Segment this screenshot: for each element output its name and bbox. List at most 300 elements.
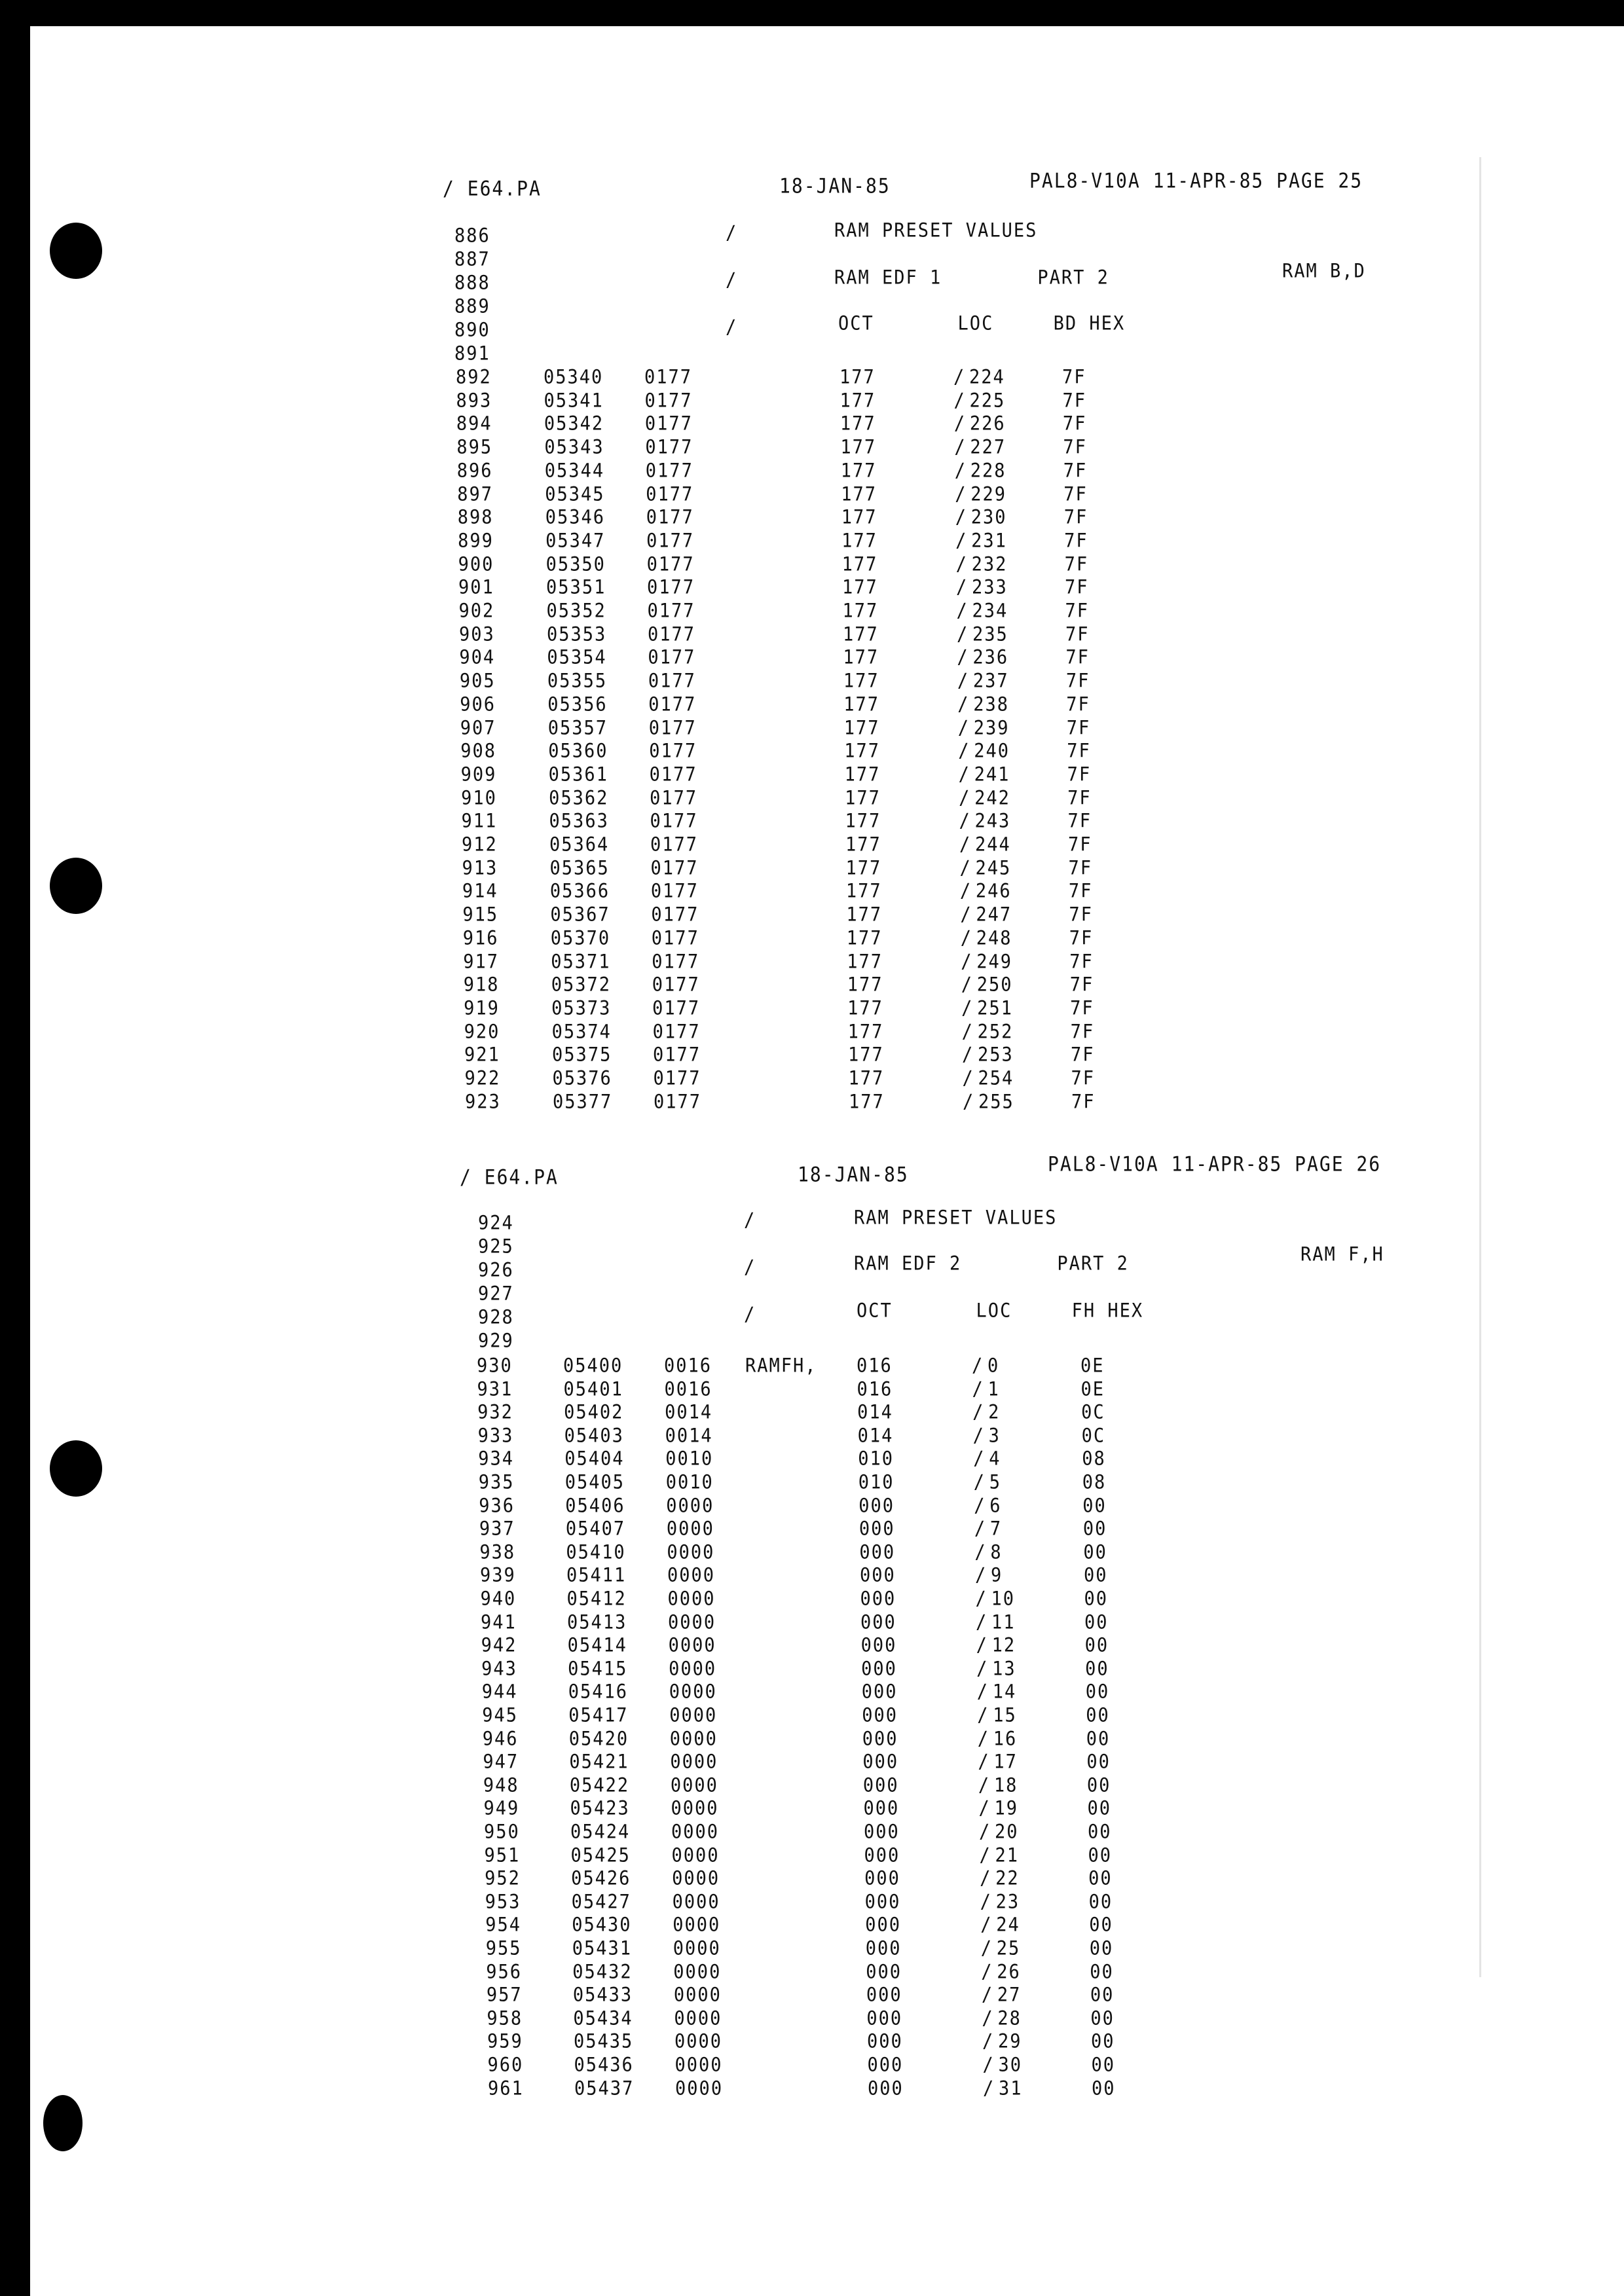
loc-slash: /: [978, 1797, 991, 1820]
cell-hex: 7F: [1071, 1066, 1096, 1089]
cell-code: 0000: [672, 1890, 720, 1913]
cell-oct: 177: [848, 1044, 884, 1066]
line-number: 890: [454, 318, 490, 341]
cell-line: 945: [482, 1704, 519, 1726]
line-number: 889: [454, 295, 490, 318]
cell-code: 0177: [648, 693, 697, 716]
cell-line: 906: [460, 693, 496, 716]
cell-addr: 05356: [547, 693, 608, 716]
cell-hex: 7F: [1069, 950, 1094, 973]
loc-slash: /: [959, 810, 971, 833]
cell-oct: 177: [843, 669, 879, 693]
cell-oct: 000: [859, 1540, 896, 1563]
binder-hole: [50, 1440, 102, 1497]
cell-line: 949: [483, 1797, 520, 1820]
loc-slash: /: [976, 1611, 988, 1633]
loc-slash: /: [982, 2030, 995, 2053]
cell-oct: 000: [866, 1960, 902, 1983]
cell-addr: 05415: [568, 1657, 628, 1680]
cell-loc: 247: [976, 903, 1012, 926]
cell-oct: 177: [846, 926, 883, 949]
cell-hex: 0E: [1080, 1354, 1105, 1377]
loc-slash: /: [953, 412, 967, 435]
cell-line: 897: [457, 483, 494, 505]
cell-addr: 05432: [572, 1960, 633, 1983]
loc-slash: /: [956, 576, 969, 599]
cell-hex: 00: [1088, 1820, 1112, 1843]
cell-code: 0177: [653, 1090, 701, 1113]
line-number: 886: [454, 224, 490, 247]
cell-addr: 05345: [545, 483, 605, 505]
loc-slash: /: [980, 1914, 993, 1937]
loc-slash: /: [974, 1564, 987, 1587]
loc-slash: /: [959, 786, 971, 809]
cell-code: 0000: [669, 1681, 717, 1704]
cell-code: 0000: [670, 1751, 718, 1774]
cell-loc: 22: [995, 1867, 1020, 1890]
cell-loc: 21: [995, 1844, 1020, 1867]
cell-loc: 224: [969, 365, 1005, 388]
cell-line: 943: [481, 1657, 517, 1680]
cell-loc: 252: [977, 1020, 1014, 1043]
cell-label: RAMFH,: [745, 1354, 817, 1377]
cell-addr: 05437: [574, 2077, 635, 2100]
cell-oct: 000: [866, 2030, 903, 2053]
loc-slash: /: [976, 1681, 989, 1704]
comment-text: RAM EDF 2 PART 2: [854, 1252, 1129, 1275]
cell-hex: 7F: [1063, 435, 1087, 459]
cell-hex: 7F: [1068, 856, 1092, 879]
cell-line: 908: [460, 740, 496, 763]
loc-slash: /: [976, 1657, 989, 1680]
cell-code: 0000: [666, 1494, 714, 1517]
cell-oct: 177: [847, 974, 883, 996]
cell-loc: 225: [969, 389, 1006, 412]
cell-loc: 13: [992, 1657, 1016, 1680]
cell-code: 0177: [652, 1020, 701, 1043]
cell-addr: 05360: [548, 740, 608, 763]
cell-hex: 7F: [1063, 483, 1088, 505]
cell-hex: 00: [1085, 1681, 1110, 1704]
comment-slash: /: [744, 1209, 756, 1231]
cell-code: 0000: [675, 2077, 724, 2100]
cell-code: 0000: [672, 1867, 720, 1890]
cell-addr: 05427: [571, 1890, 631, 1913]
cell-line: 933: [477, 1424, 514, 1447]
cell-code: 0177: [653, 1044, 701, 1066]
cell-hex: 00: [1087, 1797, 1111, 1820]
cell-code: 0177: [650, 786, 698, 809]
cell-oct: 177: [842, 599, 879, 622]
cell-addr: 05377: [552, 1090, 613, 1113]
line-number: 924: [478, 1211, 514, 1234]
cell-line: 958: [487, 2007, 523, 2030]
cell-addr: 05371: [551, 950, 611, 973]
cell-code: 0177: [650, 856, 699, 879]
cell-hex: 0C: [1081, 1424, 1106, 1447]
cell-loc: 30: [998, 2053, 1023, 2076]
cell-code: 0010: [665, 1470, 714, 1493]
cell-hex: 00: [1083, 1564, 1108, 1587]
cell-addr: 05405: [564, 1470, 625, 1493]
cell-line: 893: [456, 389, 492, 412]
cell-line: 950: [484, 1820, 520, 1843]
cell-line: 952: [485, 1867, 521, 1890]
cell-addr: 05413: [567, 1611, 627, 1633]
cell-addr: 05350: [545, 553, 606, 575]
cell-loc: 255: [978, 1090, 1014, 1113]
cell-loc: 29: [997, 2030, 1022, 2053]
cell-oct: 000: [868, 2077, 904, 2100]
cell-code: 0000: [668, 1634, 716, 1657]
loc-slash: /: [972, 1401, 985, 1424]
loc-slash: /: [955, 553, 968, 575]
cell-hex: 7F: [1065, 599, 1090, 622]
cell-oct: 177: [840, 459, 877, 482]
cell-hex: 7F: [1071, 1044, 1095, 1066]
cell-line: 917: [463, 950, 500, 973]
cell-code: 0177: [644, 365, 693, 388]
cell-addr: 05357: [547, 716, 608, 739]
cell-hex: 7F: [1065, 646, 1090, 669]
cell-line: 903: [458, 623, 495, 646]
cell-oct: 000: [864, 1867, 900, 1890]
cell-loc: 248: [976, 926, 1012, 949]
cell-loc: 229: [970, 483, 1007, 505]
cell-oct: 000: [864, 1820, 900, 1843]
cell-loc: 241: [974, 763, 1010, 786]
loc-slash: /: [972, 1377, 984, 1400]
cell-hex: 7F: [1066, 716, 1091, 739]
cell-loc: 250: [976, 974, 1013, 996]
cell-hex: 00: [1084, 1634, 1109, 1657]
cell-hex: 00: [1088, 1844, 1113, 1867]
header-assembler: PAL8-V10A 11-APR-85 PAGE 26: [1048, 1152, 1382, 1176]
cell-loc: 1: [987, 1377, 1000, 1400]
cell-hex: 00: [1084, 1587, 1109, 1610]
cell-hex: 7F: [1062, 412, 1087, 435]
cell-line: 957: [486, 1984, 523, 2007]
loc-slash: /: [959, 833, 972, 856]
loc-slash: /: [956, 599, 969, 622]
cell-addr: 05354: [547, 646, 607, 669]
cell-oct: 000: [862, 1704, 898, 1726]
cell-oct: 177: [840, 389, 876, 412]
comment-text: RAM PRESET VALUES: [854, 1206, 1058, 1229]
cell-oct: 000: [862, 1727, 898, 1750]
cell-addr: 05343: [544, 435, 604, 459]
loc-slash: /: [973, 1448, 986, 1470]
cell-line: 896: [456, 459, 493, 482]
cell-loc: 27: [997, 1984, 1022, 2007]
cell-line: 947: [483, 1751, 519, 1774]
line-number: 888: [454, 271, 490, 294]
cell-line: 932: [477, 1401, 513, 1424]
cell-loc: 237: [972, 669, 1009, 693]
cell-oct: 000: [859, 1564, 896, 1587]
cell-code: 0177: [650, 880, 699, 903]
cell-code: 0177: [652, 996, 701, 1019]
cell-addr: 05344: [544, 459, 605, 482]
cell-code: 0000: [667, 1587, 716, 1610]
cell-oct: 000: [861, 1657, 897, 1680]
cell-line: 923: [464, 1090, 501, 1113]
cell-hex: 7F: [1069, 974, 1094, 996]
cell-code: 0000: [667, 1540, 715, 1563]
cell-hex: 00: [1090, 1984, 1115, 2007]
cell-line: 956: [486, 1960, 523, 1983]
line-number: 926: [478, 1258, 514, 1281]
comment-text: RAM EDF 1 PART 2: [834, 266, 1109, 289]
cell-loc: 11: [991, 1611, 1016, 1633]
cell-loc: 243: [974, 810, 1011, 833]
cell-addr: 05417: [568, 1704, 629, 1726]
cell-line: 938: [479, 1540, 516, 1563]
cell-oct: 177: [845, 880, 882, 903]
cell-loc: 234: [972, 599, 1008, 622]
loc-slash: /: [962, 1066, 974, 1089]
cell-loc: 19: [994, 1797, 1018, 1820]
cell-oct: 177: [844, 740, 880, 763]
loc-slash: /: [980, 1937, 993, 1959]
loc-slash: /: [953, 365, 966, 388]
cell-code: 0177: [646, 529, 695, 552]
cell-line: 907: [460, 716, 496, 739]
cell-oct: 000: [866, 2007, 903, 2030]
loc-slash: /: [981, 1960, 993, 1983]
cell-addr: 05346: [545, 506, 605, 529]
cell-hex: 7F: [1064, 553, 1089, 575]
cell-addr: 05414: [567, 1634, 627, 1657]
loc-slash: /: [983, 2077, 995, 2100]
cell-addr: 05407: [565, 1518, 626, 1540]
cell-code: 0000: [669, 1704, 718, 1726]
cell-addr: 05341: [544, 389, 604, 412]
cell-loc: 4: [989, 1448, 1001, 1470]
cell-oct: 177: [847, 1020, 884, 1043]
cell-code: 0000: [670, 1774, 718, 1796]
cell-code: 0000: [673, 1937, 721, 1959]
cell-line: 894: [456, 412, 492, 435]
loc-slash: /: [961, 974, 973, 996]
cell-hex: 00: [1088, 1890, 1113, 1913]
cell-hex: 7F: [1068, 833, 1092, 856]
header-assembler: PAL8-V10A 11-APR-85 PAGE 25: [1029, 168, 1363, 193]
cell-addr: 05411: [566, 1564, 627, 1587]
cell-code: 0014: [665, 1424, 713, 1447]
loc-slash: /: [961, 1020, 974, 1043]
loc-slash: /: [959, 880, 972, 903]
cell-oct: 000: [866, 1984, 902, 2007]
cell-oct: 177: [842, 576, 878, 599]
cell-loc: 227: [970, 435, 1006, 459]
cell-code: 0177: [651, 903, 699, 926]
cell-oct: 000: [863, 1797, 900, 1820]
loc-slash: /: [972, 1424, 985, 1447]
cell-hex: 7F: [1070, 996, 1094, 1019]
cell-line: 902: [458, 599, 495, 622]
loc-slash: /: [957, 693, 970, 716]
cell-hex: 7F: [1069, 903, 1093, 926]
cell-code: 0000: [673, 1984, 722, 2007]
cell-oct: 000: [862, 1751, 899, 1774]
loc-slash: /: [955, 529, 968, 552]
cell-addr: 05424: [570, 1820, 631, 1843]
cell-addr: 05416: [568, 1681, 628, 1704]
cell-hex: 00: [1086, 1704, 1110, 1726]
cell-oct: 177: [840, 412, 876, 435]
cell-code: 0016: [664, 1377, 712, 1400]
cell-loc: 253: [978, 1044, 1014, 1066]
line-number: 927: [478, 1282, 514, 1305]
cell-loc: 238: [973, 693, 1010, 716]
line-number: 925: [478, 1235, 514, 1258]
cell-loc: 232: [971, 553, 1008, 575]
cell-line: 921: [464, 1044, 500, 1066]
loc-slash: /: [960, 926, 973, 949]
cell-loc: 0: [987, 1354, 1000, 1377]
loc-slash: /: [957, 716, 970, 739]
cell-code: 0010: [665, 1448, 714, 1470]
cell-addr: 05351: [546, 576, 606, 599]
cell-line: 915: [462, 903, 499, 926]
cell-hex: 00: [1092, 2077, 1116, 2100]
loc-slash: /: [959, 856, 972, 879]
cell-loc: 7: [989, 1518, 1003, 1540]
cell-loc: 14: [992, 1681, 1017, 1704]
loc-slash: /: [975, 1587, 987, 1610]
cell-code: 0177: [644, 412, 693, 435]
cell-code: 0177: [649, 740, 697, 763]
cell-addr: 05423: [570, 1797, 630, 1820]
cell-hex: 7F: [1062, 389, 1086, 412]
cell-loc: 31: [999, 2077, 1023, 2100]
cell-addr: 05421: [569, 1751, 629, 1774]
cell-oct: 000: [861, 1681, 898, 1704]
loc-slash: /: [955, 506, 967, 529]
cell-hex: 7F: [1067, 740, 1091, 763]
cell-loc: 25: [996, 1937, 1021, 1959]
comment-text: RAM PRESET VALUES: [834, 219, 1038, 242]
cell-loc: 9: [990, 1564, 1003, 1587]
cell-loc: 230: [970, 506, 1007, 529]
cell-line: 898: [457, 506, 494, 529]
cell-hex: 7F: [1068, 880, 1093, 903]
paper-sheet: [30, 26, 1624, 2296]
cell-addr: 05420: [568, 1727, 629, 1750]
cell-addr: 05353: [546, 623, 607, 646]
cell-loc: 10: [991, 1587, 1016, 1610]
cell-code: 0177: [645, 435, 693, 459]
cell-hex: 7F: [1065, 669, 1090, 693]
cell-loc: 235: [972, 623, 1008, 646]
cell-line: 920: [464, 1020, 500, 1043]
loc-slash: /: [978, 1751, 990, 1774]
cell-line: 916: [462, 926, 499, 949]
cell-code: 0000: [668, 1611, 716, 1633]
cell-hex: 00: [1086, 1727, 1111, 1750]
cell-hex: 7F: [1063, 506, 1088, 529]
cell-addr: 05373: [551, 996, 612, 1019]
loc-slash: /: [954, 435, 967, 459]
loc-slash: /: [976, 1634, 988, 1657]
page-edge-line: [1479, 157, 1481, 1977]
cell-hex: 7F: [1067, 786, 1092, 809]
loc-slash: /: [974, 1540, 987, 1563]
cell-loc: 26: [997, 1960, 1021, 1983]
comment-slash: /: [744, 1303, 756, 1326]
cell-line: 922: [464, 1066, 501, 1089]
cell-oct: 000: [862, 1774, 899, 1796]
cell-oct: 000: [860, 1611, 896, 1633]
cell-line: 909: [460, 763, 497, 786]
cell-addr: 05422: [569, 1774, 630, 1796]
cell-oct: 177: [844, 763, 881, 786]
cell-oct: 014: [857, 1424, 894, 1447]
cell-line: 911: [461, 810, 498, 833]
loc-slash: /: [974, 1518, 987, 1540]
cell-line: 942: [481, 1634, 517, 1657]
cell-code: 0177: [645, 459, 693, 482]
cell-hex: 00: [1085, 1657, 1109, 1680]
cell-oct: 177: [848, 1090, 885, 1113]
binder-hole: [50, 858, 102, 914]
cell-line: 935: [478, 1470, 515, 1493]
cell-hex: 7F: [1062, 365, 1086, 388]
cell-loc: 226: [969, 412, 1006, 435]
line-number: 929: [478, 1329, 514, 1352]
loc-slash: /: [958, 740, 970, 763]
cell-addr: 05426: [571, 1867, 631, 1890]
cell-loc: 8: [990, 1540, 1003, 1563]
cell-code: 0000: [674, 2053, 723, 2076]
cell-hex: 00: [1082, 1518, 1107, 1540]
cell-addr: 05406: [565, 1494, 625, 1517]
cell-code: 0177: [647, 599, 695, 622]
cell-addr: 05400: [563, 1354, 623, 1377]
cell-line: 892: [456, 365, 492, 388]
cell-loc: 23: [995, 1890, 1020, 1913]
cell-oct: 014: [857, 1401, 893, 1424]
cell-hex: 00: [1086, 1774, 1111, 1796]
cell-line: 900: [458, 553, 494, 575]
cell-code: 0000: [669, 1727, 718, 1750]
binder-hole: [43, 2095, 83, 2151]
cell-oct: 177: [840, 365, 876, 388]
cell-loc: 240: [974, 740, 1010, 763]
cell-code: 0177: [648, 716, 697, 739]
line-number: 928: [478, 1305, 514, 1328]
cell-hex: 00: [1090, 2030, 1115, 2053]
cell-hex: 00: [1089, 1914, 1113, 1937]
cell-code: 0177: [648, 669, 696, 693]
loc-slash: /: [957, 646, 969, 669]
loc-slash: /: [980, 1890, 992, 1913]
cell-addr: 05435: [573, 2030, 634, 2053]
cell-code: 0177: [649, 763, 697, 786]
comment-slash: /: [744, 1256, 756, 1279]
cell-hex: 0C: [1081, 1401, 1105, 1424]
cell-oct: 177: [843, 716, 880, 739]
cell-line: 951: [484, 1844, 521, 1867]
line-number: 891: [454, 342, 490, 365]
cell-addr: 05412: [566, 1587, 627, 1610]
cell-hex: 7F: [1071, 1090, 1096, 1113]
cell-loc: 228: [970, 459, 1006, 482]
cell-addr: 05352: [546, 599, 606, 622]
cell-line: 954: [485, 1914, 521, 1937]
loc-slash: /: [979, 1820, 991, 1843]
